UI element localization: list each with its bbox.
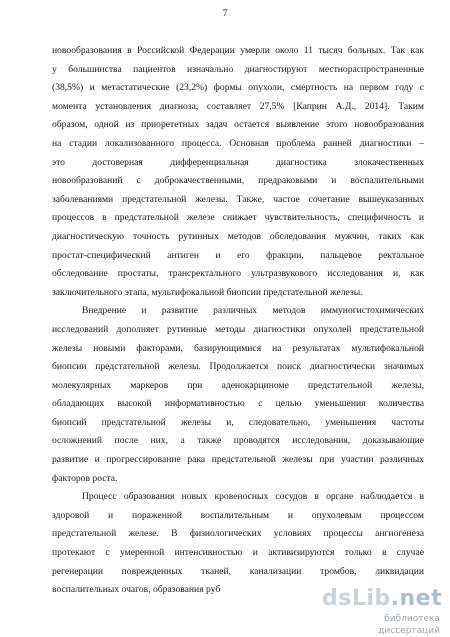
text-fade-overlay (230, 584, 310, 624)
text-line: диагностическую точность рутинных методов обследования мужчин, таких как (52, 230, 424, 242)
text-line: факторов роста. (52, 472, 118, 484)
text-line: момента установления диагноза, составляет 27,5% [Каприн А.Д., 2014]. Таким (52, 100, 424, 112)
text-line: образом, одной из приорететных задач остается выявление этого новообразования (52, 119, 424, 131)
text-line: биопсии предстательной железы. Продолжается поиск диагностически значимых (52, 361, 424, 373)
text-line: (38,5%) и метастатические (23,2%) формы опухоли, смертность на первом году с (52, 82, 424, 94)
document-body (52, 42, 424, 600)
text-line: это достоверная дифференциальная диагностика злокачественных (52, 156, 424, 168)
text-line: обследование простаты, трансректального ультразвукового исследования и, как (52, 268, 424, 280)
text-line: на стадии локализованного процесса. Основная проблема ранней диагностики – (52, 137, 424, 149)
text-line: Внедрение и развитие различных методов иммуногистохимических (82, 305, 424, 317)
text-line: биопсий предстательной железы и, следовательно, уменьшения частоты (52, 416, 424, 428)
watermark-logo-net: .net (390, 586, 443, 611)
text-line: здоровой и пораженной воспалительным и опухолевым процессом (52, 509, 424, 521)
watermark-logo (322, 586, 443, 611)
paragraph (52, 302, 424, 488)
text-line: молекулярных маркеров при аденокарциноме предстательной железы, (52, 379, 424, 391)
text-line: процессов в предстательной железе снижает чувствительность, специфичность и (52, 212, 424, 224)
text-line: Процесс образования новых кровеносных сосудов в органе наблюдается в (82, 491, 424, 503)
text-line: обладающих высокой информативностью с целью уменьшения количества (52, 398, 424, 410)
text-line: новообразований с доброкачественными, предраковыми и воспалительными (52, 175, 424, 187)
paragraph (52, 42, 424, 302)
text-line: исследований дополняет рутинные методы диагностики опухолей предстательной (52, 323, 424, 335)
text-line: заболеваниями предстательной железы. Также, частое сочетание вышеуказанных (52, 193, 424, 205)
text-line: железы новыми факторами, базирующимися на результатах мультифокальной (52, 342, 424, 354)
watermark-tagline: библиотека диссертаций (378, 614, 440, 636)
page-number: 7 (222, 9, 228, 19)
text-line: предстательной железе. В физиологических условиях процессы ангиогенеза (52, 528, 424, 540)
text-line: заключительного этапа, мультифокальной биопсии предстательной железы. (52, 286, 363, 298)
text-line: регенерации поврежденных тканей, канализации тромбов, ликвидации (52, 565, 424, 577)
text-line: осложнений после них, а также проводятся исследования, доказывающие (52, 435, 424, 447)
text-line: простат-специфический антиген и его фракции, пальцевое ректальное (52, 249, 424, 261)
text-line: новообразования в Российской Федерации умерли около 11 тысяч больных. Так как (52, 45, 424, 56)
text-line: развитие и прогрессирование рака предстательной железы при участии различных (52, 454, 424, 466)
text-line: протекают с умеренной интенсивностью и активизируются только в случае (52, 547, 424, 559)
watermark-logo-ds: dsLib (322, 586, 391, 611)
text-line: воспалительных очагов, образования руб (52, 584, 221, 596)
text-line: у большинства пациентов изначально диагностируют местнораспространенные (52, 63, 424, 75)
dslib-watermark (322, 586, 443, 636)
